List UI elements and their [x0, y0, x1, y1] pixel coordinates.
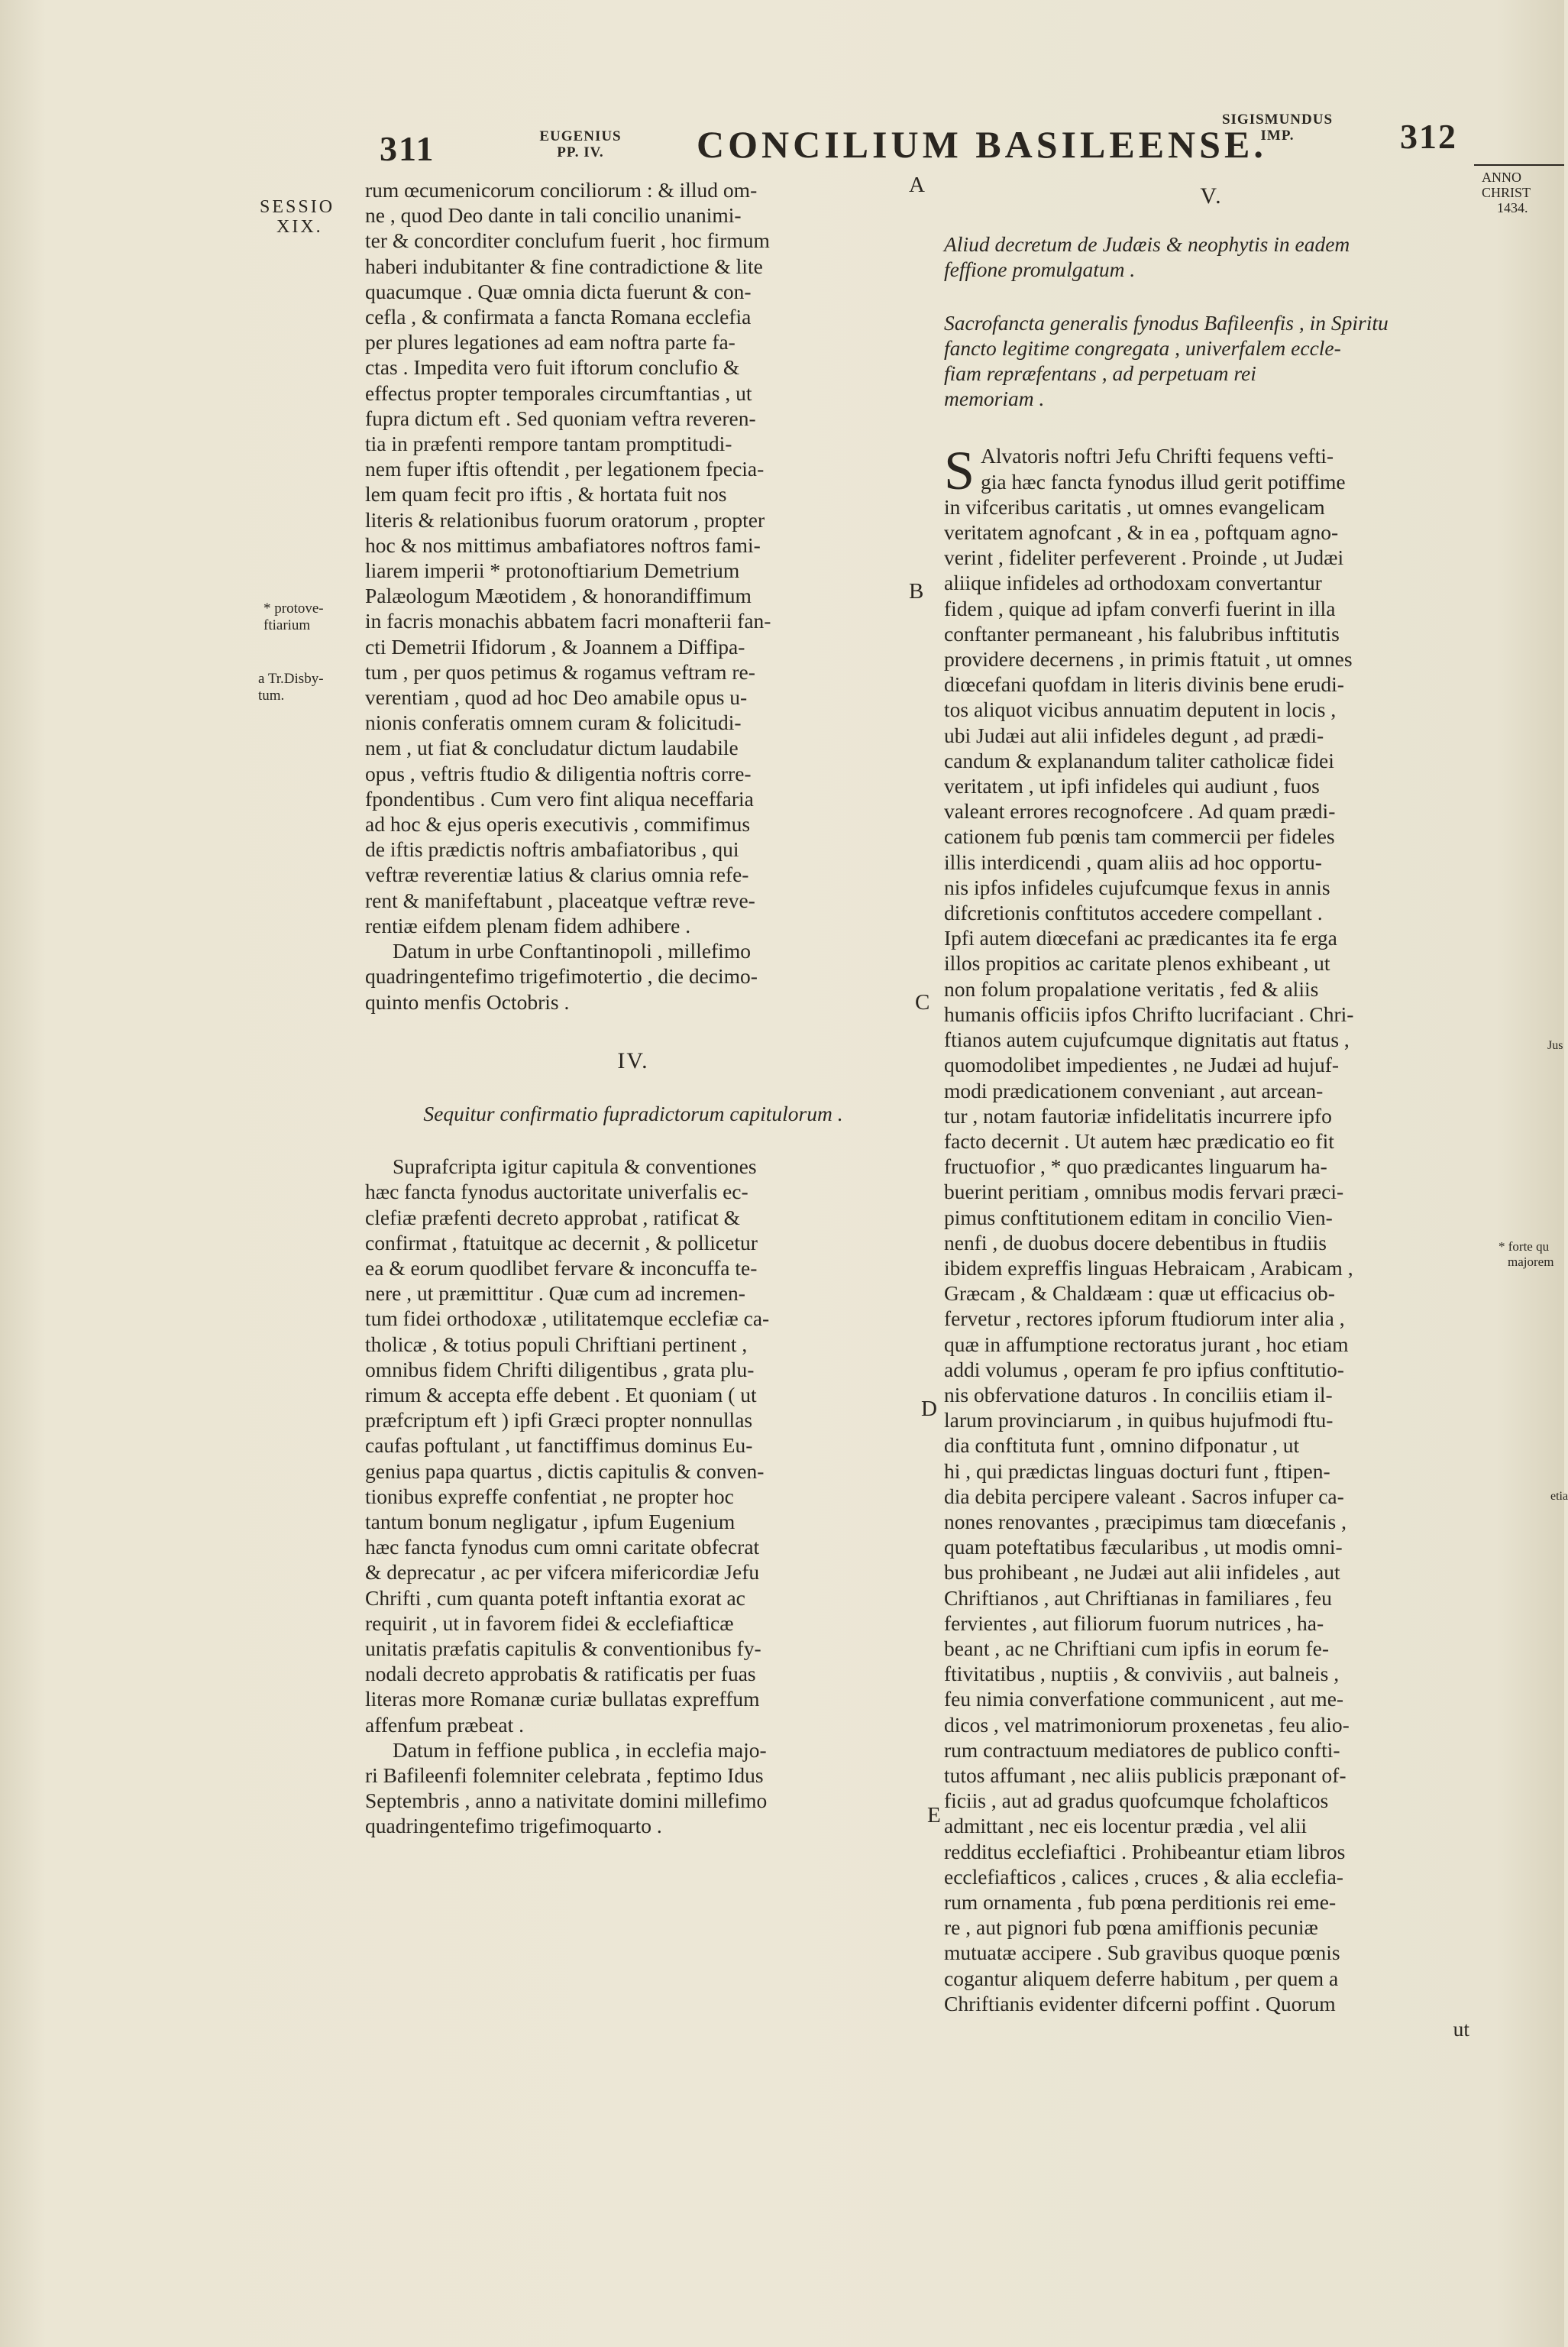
- text-line: fructuofior , * quo prædicantes linguarum ha-: [944, 1154, 1327, 1179]
- text-line: nem fuper iftis oftendit , per legationem fpecia-: [365, 457, 765, 481]
- left-running-title: [527, 128, 634, 160]
- decree-body: [944, 440, 1479, 2016]
- drop-cap: S: [944, 440, 975, 502]
- text-line: gia hæc fancta fynodus illud gerit potiffime: [981, 469, 1346, 494]
- text-line: addi volumus , operam fe pro ipfius conftitutio-: [944, 1357, 1344, 1381]
- text-line: fancto legitime congregata , univerfalem eccle-: [944, 335, 1341, 360]
- decree-text: [944, 494, 1479, 2016]
- text-line: tur , notam fautoriæ infidelitatis incurrere ipfo: [944, 1103, 1332, 1128]
- text-line: nenfi , de duobus docere debentibus in ftudiis: [944, 1230, 1327, 1254]
- text-line: ftivitatibus , nuptiis , & conviviis , aut balneis ,: [944, 1662, 1340, 1686]
- text-line: cefla , & confirmata a fancta Romana ecclefia: [365, 305, 752, 329]
- margin-edge-note: Jus: [1547, 1039, 1563, 1052]
- text-line: caufas poftulant , ut fanctiffimus dominus Eu-: [365, 1433, 753, 1458]
- text-line: Chriftianis evidenter difcerni poffint . Quorum: [944, 1991, 1336, 2015]
- text-line: Chriftianos , aut Chriftianas in familiares , feu: [944, 1585, 1332, 1610]
- text-line: tos aliquot vicibus annuatim deputent in locis ,: [944, 698, 1337, 722]
- text-line: feffione promulgatum .: [944, 257, 1136, 282]
- right-running-title: [1214, 112, 1340, 144]
- text-line: ficiis , aut ad gradus quofcumque fcholafticos: [944, 1789, 1329, 1813]
- text-line: rum ornamenta , fub pœna perditionis rei eme-: [944, 1890, 1337, 1914]
- left-column: [365, 177, 901, 1839]
- text-line: ne , quod Deo dante in tali concilio unanimi-: [365, 203, 742, 228]
- text-line: nere , ut præmittitur . Quæ cum ad incremen-: [365, 1281, 745, 1306]
- margin-note-line: ftiarium: [263, 617, 311, 633]
- text-line: re , aut pignori fub pœna amiffionis pecuniæ: [944, 1915, 1318, 1940]
- text-line: beant , ac ne Chriftiani cum ipfis in eorum fe-: [944, 1636, 1329, 1660]
- text-line: & deprecatur , ac per vifcera mifericordiæ Jefu: [365, 1560, 760, 1585]
- text-line: in vifceribus caritatis , ut omnes evangelicam: [944, 494, 1325, 519]
- margin-note-protovestiarium: [263, 601, 324, 634]
- right-running-title-line2: IMP.: [1260, 128, 1295, 144]
- text-line: facto decernit . Ut autem hæc prædicatio eo fit: [944, 1128, 1334, 1153]
- left-paragraph-4: [365, 1737, 901, 1839]
- text-line: ea & eorum quodlibet fervare & inconcuffa te-: [365, 1255, 758, 1280]
- text-line: clefiæ præfenti decreto approbat , ratificat &: [365, 1205, 740, 1229]
- left-page-number: 311: [380, 129, 435, 168]
- text-line: ecclefiafticos , calices , cruces , & alia ecclefia-: [944, 1864, 1343, 1889]
- text-line: rentiæ eifdem plenam fidem adhibere .: [365, 913, 691, 937]
- decree-first-lines: [944, 440, 1479, 502]
- text-line: Septembris , anno a nativitate domini millefimo: [365, 1789, 768, 1813]
- margin-note-line: * forte qu: [1498, 1239, 1550, 1254]
- text-line: effectus propter temporales circumftantias , ut: [365, 380, 752, 405]
- right-running-title-line1: SIGISMUNDUS: [1221, 112, 1334, 128]
- text-line: pimus conftitutionem editam in concilio Vien-: [944, 1205, 1333, 1229]
- page-title: CONCILIUM BASILEENSE.: [697, 123, 1267, 166]
- right-column: [944, 177, 1479, 2041]
- text-line: quinto menfis Octobris .: [365, 989, 570, 1014]
- text-line: rimum & accepta effe debent . Et quoniam ( ut: [365, 1382, 757, 1407]
- left-running-title-line1: EUGENIUS: [539, 128, 622, 144]
- text-line: cationem fub pœnis tam commercii per fideles: [944, 824, 1335, 849]
- text-line: genius papa quartus , dictis capitulis & conven-: [365, 1458, 765, 1483]
- text-line: tum fidei orthodoxæ , utilitatemque ecclefiæ ca-: [365, 1306, 770, 1331]
- text-line: verentiam , quod ad hoc Deo amabile opus u-: [365, 685, 748, 710]
- text-line: liarem imperii * protonoftiarium Demetrium: [365, 558, 740, 583]
- text-line: providere decernens , in primis ftatuit , ut omnes: [944, 647, 1353, 672]
- text-line: illis interdicendi , quam aliis ad hoc opportu-: [944, 850, 1322, 874]
- section-letter-b: B: [909, 579, 924, 604]
- text-line: aliique infideles ad orthodoxam convertantur: [944, 571, 1322, 595]
- text-line: per plures legationes ad eam noftra parte fa-: [365, 330, 736, 354]
- session-marker: [260, 197, 335, 237]
- text-line: quam poteftatibus fæcularibus , ut modis omni-: [944, 1535, 1343, 1559]
- text-line: Chrifti , cum quanta poteft inftantia exorat ac: [365, 1585, 745, 1610]
- left-running-title-line2: PP. IV.: [557, 144, 604, 160]
- text-line: non folum propalatione veritatis , fed & aliis: [944, 976, 1319, 1001]
- section-letter-e: E: [927, 1803, 941, 1827]
- session-label: SESSIO: [260, 197, 335, 217]
- text-line: unitatis præfatis capitulis & conventionibus fy-: [365, 1636, 761, 1660]
- text-line: haberi indubitanter & fine contradictione & lite: [365, 254, 763, 278]
- text-line: valeant errores recognofcere . Ad quam prædi-: [944, 799, 1336, 824]
- text-line: illos propitios ac caritate plenos exhibeant , ut: [944, 951, 1330, 976]
- margin-note-forte: [1498, 1239, 1553, 1270]
- text-line: Aliud decretum de Judæis & neophytis in eadem: [944, 232, 1350, 257]
- text-line: difcretionis conftitutos accedere compellant .: [944, 901, 1323, 925]
- text-line: buerint peritiam , omnibus modis fervari præci-: [944, 1180, 1344, 1204]
- text-line: ter & concorditer conclufum fuerit , hoc firmum: [365, 228, 770, 253]
- text-line: Sacrofancta generalis fynodus Bafileenfis , in Spiritu: [944, 310, 1389, 335]
- margin-note-line: a Tr.Disby-: [258, 671, 324, 687]
- text-line: hæc fancta fynodus auctoritate univerfalis ec-: [365, 1180, 748, 1204]
- margin-note-line: * protove-: [263, 601, 324, 617]
- text-line: tum , per quos petimus & rogamus veftram re-: [365, 659, 755, 684]
- margin-edge-note: etia: [1550, 1490, 1568, 1503]
- section-iv-heading: Sequitur confirmatio fupradictorum capitulorum .: [423, 1101, 843, 1125]
- text-line: rum œcumenicorum conciliorum : & illud om-: [365, 178, 758, 202]
- text-line: lem quam fecit pro iftis , & hortata fuit nos: [365, 482, 727, 507]
- section-iv-number: IV.: [617, 1047, 649, 1073]
- text-line: dicos , vel matrimoniorum proxenetas , feu alio-: [944, 1712, 1350, 1737]
- catchword: ut: [1453, 2017, 1469, 2041]
- text-line: cogantur aliquem deferre habitum , per quem a: [944, 1966, 1339, 1990]
- text-line: dia conftituta funt , omnino difponatur , ut: [944, 1433, 1300, 1458]
- text-line: rent & manifeftabunt , placeatque veftræ reve-: [365, 888, 755, 912]
- margin-anno-christi: [1482, 170, 1531, 215]
- section-v-number: V.: [1200, 183, 1223, 209]
- margin-note-line: tum.: [258, 688, 285, 704]
- margin-note-line: majorem: [1508, 1254, 1554, 1269]
- text-line: ad hoc & ejus operis executivis , commifimus: [365, 812, 751, 837]
- text-line: redditus ecclefiaftici . Prohibeantur etiam libros: [944, 1839, 1346, 1863]
- left-paragraph-3: [365, 1154, 901, 1737]
- text-line: Suprafcripta igitur capitula & conventiones: [393, 1154, 757, 1179]
- text-line: feu nimia converfatione communicent , aut me-: [944, 1687, 1344, 1711]
- text-line: fervetur , rectores ipforum ftudiorum inter alia ,: [944, 1306, 1345, 1331]
- text-line: verint , fideliter perfeverent . Proinde , ut Judæi: [944, 545, 1344, 570]
- text-line: memoriam .: [944, 387, 1045, 411]
- section-v-heading: [944, 231, 1479, 282]
- text-line: requirit , ut in favorem fidei & ecclefiafticæ: [365, 1611, 734, 1635]
- text-line: Alvatoris noftri Jefu Chrifti fequens vefti-: [981, 444, 1334, 468]
- text-line: fupra dictum eft . Sed quoniam veftra reveren-: [365, 406, 756, 430]
- text-line: nionis conferatis omnem curam & folicitudi-: [365, 711, 742, 735]
- section-letter-c: C: [915, 990, 930, 1015]
- text-line: affenfum præbeat .: [365, 1712, 524, 1737]
- text-line: veritatem agnofcant , & in ea , poftquam agno-: [944, 520, 1339, 545]
- text-line: de iftis prædictis noftris ambafiatoribus , qui: [365, 837, 739, 862]
- text-line: mutuatæ accipere . Sub gravibus quoque pœnis: [944, 1941, 1340, 1965]
- text-line: nis obfervatione daturos . In conciliis etiam il-: [944, 1382, 1333, 1407]
- text-line: fpondentibus . Cum vero fint aliqua neceffaria: [365, 786, 754, 811]
- section-letter-a: A: [909, 173, 925, 197]
- text-line: nem , ut fiat & concludatur dictum laudabile: [365, 736, 739, 760]
- text-line: ctas . Impedita vero fuit iftorum conclufio &: [365, 355, 740, 380]
- text-line: tutos affumant , nec aliis publicis præponant of-: [944, 1763, 1347, 1787]
- text-line: in facris monachis abbatem facri monafterii fan-: [365, 609, 771, 633]
- text-line: larum provinciarum , in quibus hujufmodi ftu-: [944, 1408, 1334, 1432]
- text-line: literis & relationibus fuorum oratorum , propter: [365, 507, 765, 532]
- text-line: candum & explanandum taliter catholicæ fidei: [944, 748, 1334, 772]
- text-line: quadringentefimo trigefimotertio , die decimo-: [365, 964, 758, 989]
- text-line: nones renovantes , præcipimus tam diœcefanis ,: [944, 1509, 1347, 1533]
- text-line: veftræ reverentiæ latius & clarius omnia refe-: [365, 863, 749, 887]
- decree-invocation: [944, 310, 1479, 412]
- section-letter-d: D: [921, 1397, 937, 1421]
- text-line: diœcefani quofdam in literis divinis bene erudi-: [944, 672, 1344, 697]
- text-line: Græcam , & Chaldæam : quæ ut efficacius ob-: [944, 1281, 1335, 1306]
- anno-label: ANNO: [1482, 170, 1521, 185]
- text-line: quacumque . Quæ omnia dicta fuerunt & con-: [365, 279, 752, 303]
- text-line: tantum bonum negligatur , ipfum Eugenium: [365, 1509, 736, 1533]
- text-line: omnibus fidem Chrifti diligentibus , grata plu-: [365, 1357, 755, 1381]
- text-line: ubi Judæi aut alii infideles degunt , ad prædi-: [944, 723, 1324, 747]
- text-line: fidem , quique ad ipfam converfi fuerint in illa: [944, 596, 1336, 620]
- text-line: cti Demetrii Ifidorum , & Joannem a Diffipa-: [365, 634, 745, 659]
- text-line: Datum in feffione publica , in ecclefia majo-: [393, 1737, 767, 1762]
- text-line: modi prædicationem conveniant , aut arcean-: [944, 1078, 1324, 1102]
- text-line: hoc & nos mittimus ambafiatores noftros fami-: [365, 533, 761, 557]
- anno-year: 1434.: [1497, 200, 1528, 215]
- left-paragraph-2: [365, 938, 901, 1015]
- text-line: præfcriptum eft ) ipfi Græci propter nonnullas: [365, 1408, 753, 1432]
- text-line: nodali decreto approbatis & ratificatis per fuas: [365, 1662, 756, 1686]
- text-line: confirmat , ftatuitque ac decernit , & pollicetur: [365, 1230, 758, 1254]
- text-line: quomodolibet impedientes , ne Judæi ad hujuf-: [944, 1053, 1340, 1077]
- text-line: humanis officiis ipfos Chrifto lucrifaciant . Chri-: [944, 1002, 1354, 1026]
- text-line: rum contractuum mediatores de publico confti-: [944, 1737, 1340, 1762]
- text-line: quæ in affumptione rectoratus jurant , hoc etiam: [944, 1332, 1349, 1356]
- header-rule: [1474, 164, 1564, 166]
- text-line: veritatem , ut ipfi infideles qui audiunt , fuos: [944, 774, 1320, 798]
- text-line: fervientes , aut filiorum fuorum nutrices , ha-: [944, 1611, 1324, 1635]
- text-line: ftianos autem cujufcumque dignitatis aut ftatus ,: [944, 1028, 1350, 1052]
- text-line: Ipfi autem diœcefani ac prædicantes ita fe erga: [944, 926, 1337, 950]
- text-line: conftanter permaneant , his falubribus inftitutis: [944, 621, 1340, 646]
- text-line: quadringentefimo trigefimoquarto .: [365, 1814, 662, 1838]
- text-line: tia in præfenti rempore tantam promptitudi-: [365, 432, 732, 456]
- text-line: tholicæ , & totius populi Chriftiani pertinent ,: [365, 1332, 748, 1356]
- text-line: admittant , nec eis locentur prædia , vel alii: [944, 1814, 1307, 1838]
- left-paragraph-1: [365, 177, 901, 938]
- text-line: ibidem expreffis linguas Hebraicam , Arabicam ,: [944, 1255, 1353, 1280]
- text-line: Datum in urbe Conftantinopoli , millefimo: [393, 939, 751, 963]
- text-line: bus prohibeant , ne Judæi aut alii infideles , aut: [944, 1560, 1340, 1585]
- text-line: literas more Romanæ curiæ bullatas expreffum: [365, 1687, 760, 1711]
- text-line: dia debita percipere valeant . Sacros infuper ca-: [944, 1484, 1344, 1508]
- text-line: ri Bafileenfi folemniter celebrata , feptimo Idus: [365, 1763, 764, 1787]
- text-line: Palæologum Mæotidem , & honorandiffimum: [365, 584, 752, 608]
- anno-label: CHRIST: [1482, 185, 1531, 200]
- session-number: XIX.: [276, 217, 323, 237]
- text-line: hi , qui prædictas linguas docturi funt , ftipen-: [944, 1458, 1330, 1483]
- text-line: fiam repræfentans , ad perpetuam rei: [944, 361, 1256, 386]
- right-page-number: 312: [1400, 117, 1457, 156]
- text-line: tionibus expreffe confentiat , ne propter hoc: [365, 1484, 734, 1508]
- margin-note-dishypatum: [258, 671, 324, 704]
- text-line: opus , veftris ftudio & diligentia noftris corre-: [365, 761, 752, 785]
- text-line: nis ipfos infideles cujufcumque fexus in annis: [944, 875, 1330, 899]
- text-line: hæc fancta fynodus cum omni caritate obfecrat: [365, 1535, 760, 1559]
